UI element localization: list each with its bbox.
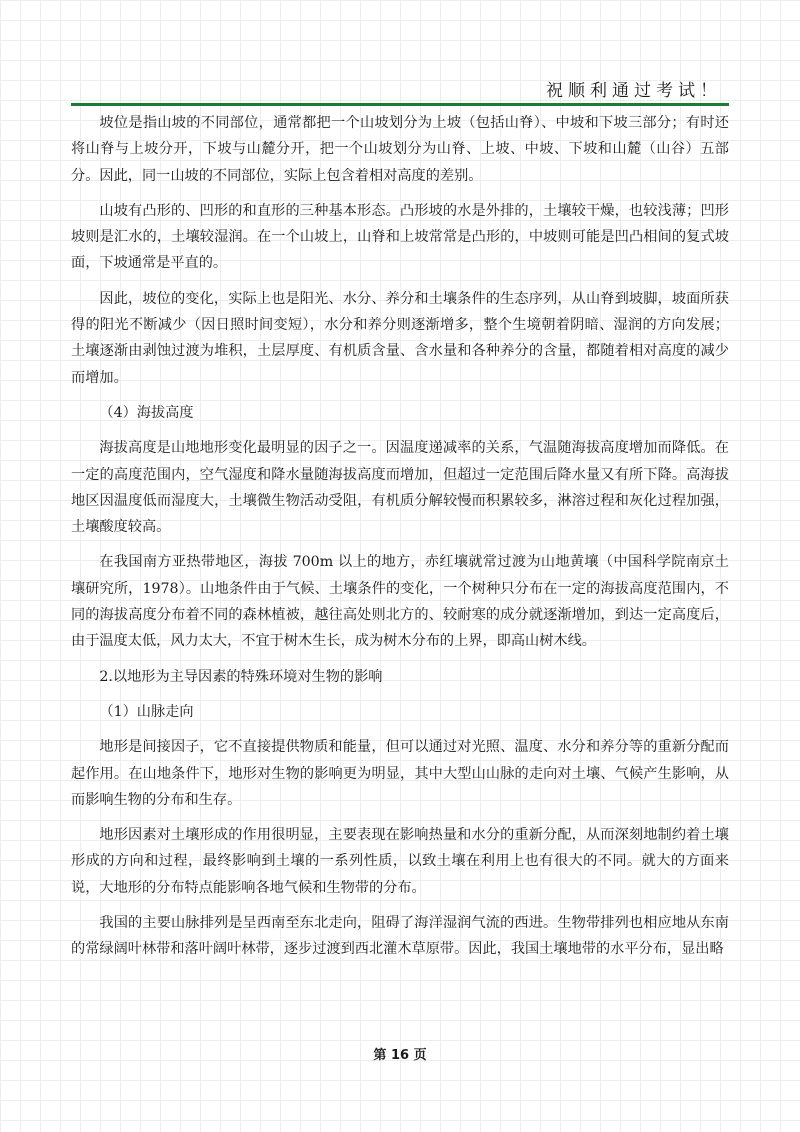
section-heading-mountain-direction: （1）山脉走向	[99, 703, 194, 720]
paragraph-slope-position: 坡位是指山坡的不同部位，通常都把一个山坡划分为上坡（包括山脊）、中坡和下坡三部分；有时还将山脊与上坡分开，下坡与山麓分开，把一个山坡划分为山脊、上坡、中坡、下坡和山麓（山谷）五部分。因此，同一山坡的不同部位，实际上包含着相对高度的差别。	[71, 115, 729, 184]
page-number: 第 16 页	[373, 1048, 427, 1063]
header-slogan: 祝顺利通过考试！	[546, 81, 722, 101]
section-heading-altitude: （4）海拔高度	[99, 404, 194, 421]
paragraph-china-mountains: 我国的主要山脉排列是呈西南至东北走向，阻碍了海洋湿润气流的西进。生物带排列也相应地从东南的常绿阔叶林带和落叶阔叶林带，逐步过渡到西北灌木草原带。因此，我国土壤地带的水平分布，显出略	[71, 915, 729, 958]
paragraph-altitude: 海拔高度是山地地形变化最明显的因子之一。因温度递减率的关系，气温随海拔高度增加而降低。在一定的高度范围内，空气湿度和降水量随海拔高度而增加，但超过一定范围后降水量又有所下降。高海拔地区因温度低而湿度大，土壤微生物活动受阻，有机质分解较慢而积累较多，淋溶过程和灰化过程加强，土壤酸度较高。	[71, 440, 729, 536]
paragraph-indirect-factor: 地形是间接因子，它不直接提供物质和能量，但可以通过对光照、温度、水分和养分等的重新分配而起作用。在山地条件下，地形对生物的影响更为明显，其中大型山山脉的走向对土壤、气候产生影响，从而影响生物的分布和生存。	[71, 739, 729, 808]
paragraph-soil-formation: 地形因素对土壤形成的作用很明显，主要表现在影响热量和水分的重新分配，从而深刻地制约着土壤形成的方向和过程，最终影响到土壤的一系列性质，以致土壤在利用上也有很大的不同。就大的方面来说，大地形的分布特点能影响各地气候和生物带的分布。	[71, 827, 729, 896]
document-body	[71, 110, 729, 963]
paragraph-slope-ecology: 因此，坡位的变化，实际上也是阳光、水分、养分和土壤条件的生态序列，从山脊到坡脚，坡面所获得的阳光不断减少（因日照时间变短），水分和养分则逐渐增多，整个生境朝着阴暗、湿润的方向发展；土壤逐渐由剥蚀过渡为堆积，土层厚度、有机质含量、含水量和各种养分的含量，都随着相对高度的减少而增加。	[71, 290, 729, 386]
header-divider	[71, 103, 729, 106]
paragraph-slope-shape: 山坡有凸形的、凹形的和直形的三种基本形态。凸形坡的水是外排的，土壤较干燥，也较浅薄；凹形坡则是汇水的，土壤较湿润。在一个山坡上，山脊和上坡常常是凸形的，中坡则可能是凹凸相间的复式坡面，下坡通常是平直的。	[71, 202, 729, 272]
paragraph-subtropical: 在我国南方亚热带地区，海拔 700m 以上的地方，赤红壤就常过渡为山地黄壤（中国科学院南京土壤研究所，1978）。山地条件由于气候、土壤条件的变化，一个树种只分布在一定的海拔高度范围内，不同的海拔高度分布着不同的森林植被，越往高处则北方的、较耐寒的成分就逐渐增加，到达一定高度后，由于温度太低，风力太大，不宜于树木生长，成为树木分布的上界，即高山树木线。	[71, 554, 729, 650]
section-heading-terrain: 2.以地形为主导因素的特殊环境对生物的影响	[99, 668, 383, 685]
